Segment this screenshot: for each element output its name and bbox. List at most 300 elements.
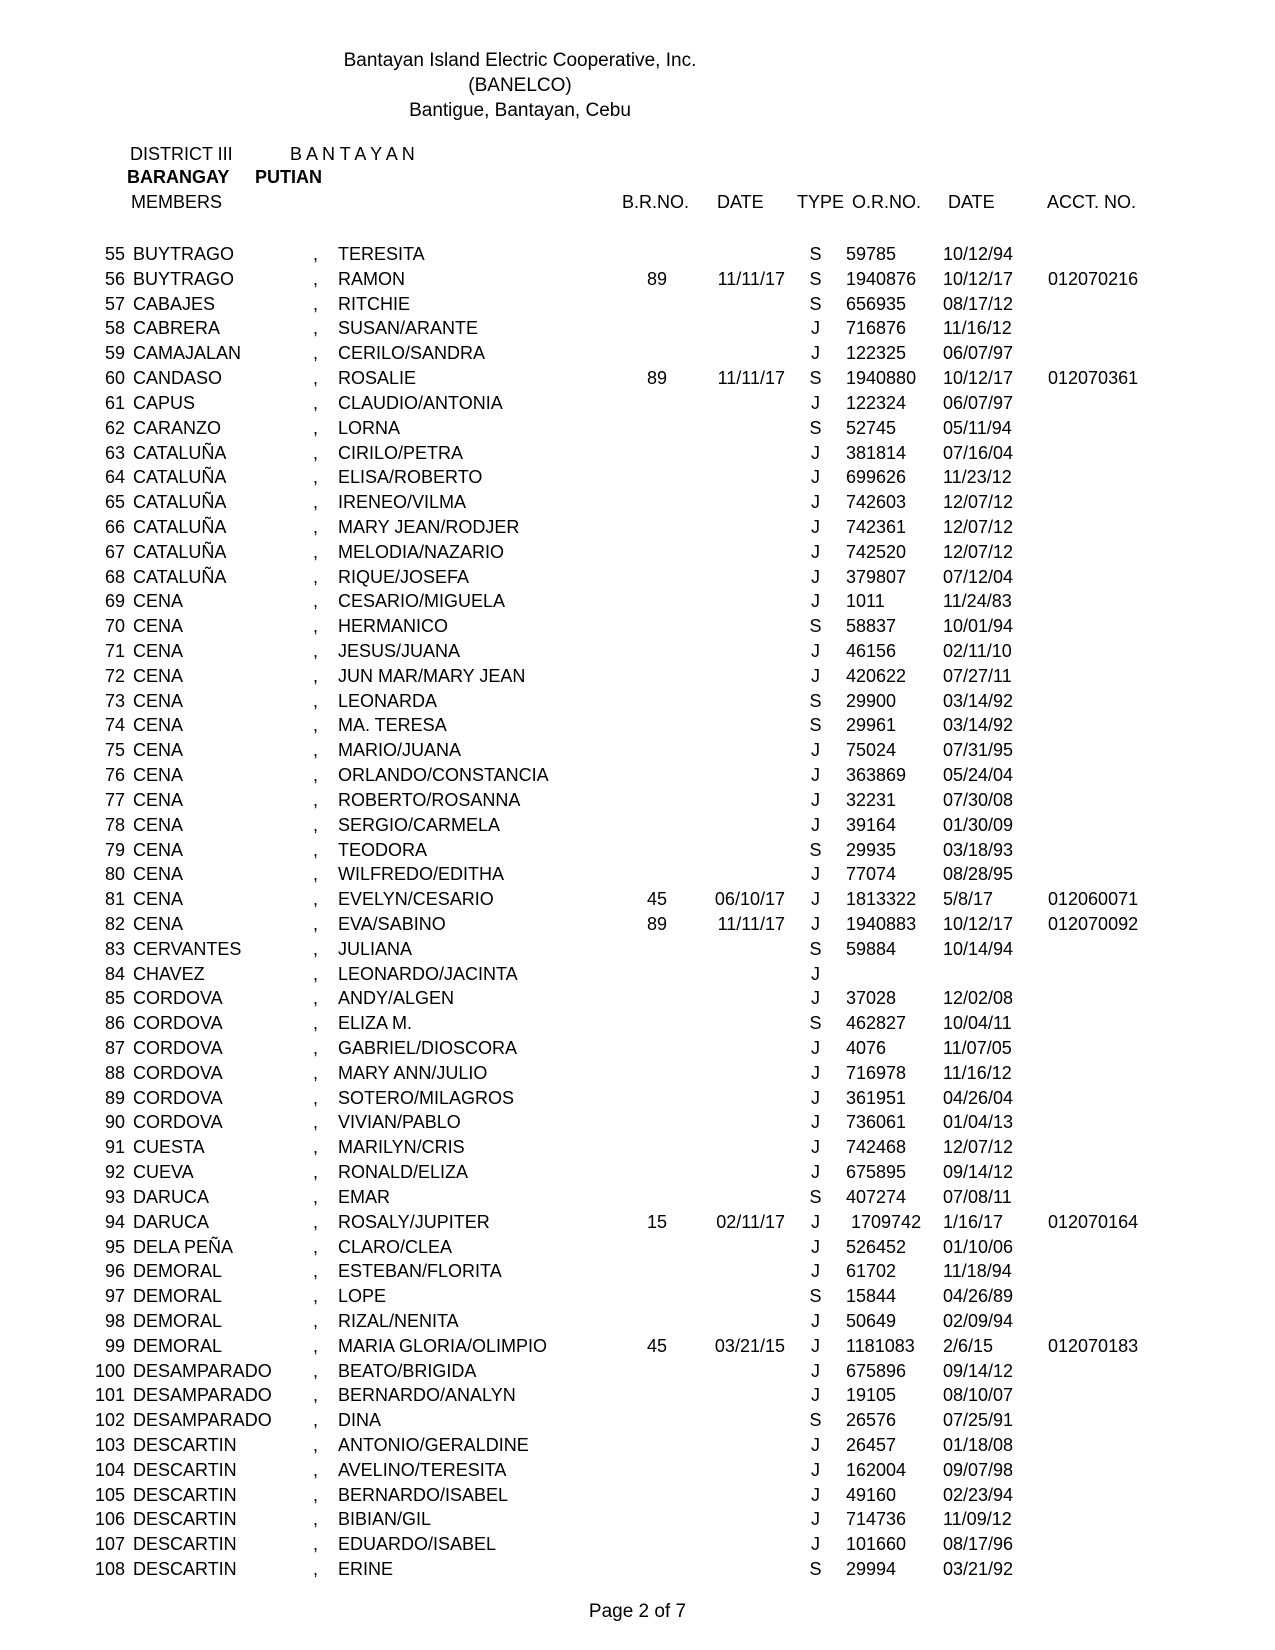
comma-separator: , bbox=[313, 913, 319, 934]
table-row bbox=[0, 516, 1198, 541]
member-number: 100 bbox=[94, 1360, 125, 1381]
table-row bbox=[0, 690, 1198, 715]
member-surname: CATALUÑA bbox=[133, 541, 227, 562]
or-number-value: 361951 bbox=[846, 1087, 907, 1108]
membership-type-value: J bbox=[811, 343, 820, 364]
or-number-value: 742603 bbox=[846, 492, 907, 513]
or-number-value: 29900 bbox=[846, 690, 897, 711]
or-date-value: 02/23/94 bbox=[943, 1484, 1014, 1505]
or-date-value: 06/07/97 bbox=[943, 343, 1014, 364]
membership-type-value: J bbox=[811, 1087, 820, 1108]
comma-separator: , bbox=[313, 244, 319, 264]
member-number: 93 bbox=[104, 1186, 125, 1207]
comma-separator: , bbox=[313, 1137, 319, 1158]
member-given-name: JESUS/JUANA bbox=[338, 641, 461, 661]
table-row bbox=[0, 1459, 1198, 1484]
or-date-value: 11/07/05 bbox=[943, 1038, 1012, 1058]
membership-type-value: J bbox=[811, 1162, 820, 1183]
or-number-value: 675895 bbox=[846, 1162, 907, 1183]
member-number: 61 bbox=[104, 392, 125, 413]
member-given-name: MELODIA/NAZARIO bbox=[338, 541, 505, 562]
membership-type-value: J bbox=[811, 789, 820, 810]
comma-separator: , bbox=[313, 1459, 319, 1480]
table-row bbox=[0, 466, 1198, 491]
or-date-value: 09/14/12 bbox=[943, 1162, 1014, 1183]
comma-separator: , bbox=[313, 268, 319, 289]
or-date-value: 10/14/94 bbox=[943, 938, 1014, 959]
table-row bbox=[0, 1533, 1198, 1558]
member-given-name: EMAR bbox=[338, 1186, 391, 1207]
membership-type-value: S bbox=[809, 1013, 822, 1034]
member-surname: CENA bbox=[133, 889, 184, 910]
member-number: 69 bbox=[104, 591, 125, 612]
member-number: 95 bbox=[104, 1236, 125, 1257]
or-date-value: 07/12/04 bbox=[943, 566, 1014, 587]
comma-separator: , bbox=[313, 740, 319, 761]
or-number-value: 1181083 bbox=[846, 1335, 915, 1356]
or-date-value: 12/07/12 bbox=[943, 492, 1014, 513]
or-date-value: 12/07/12 bbox=[943, 516, 1014, 537]
member-number: 73 bbox=[104, 690, 125, 711]
member-surname: CENA bbox=[133, 591, 184, 612]
comma-separator: , bbox=[313, 1261, 319, 1282]
or-number-value: 4076 bbox=[846, 1038, 887, 1058]
or-number-value: 1011 bbox=[846, 591, 885, 612]
member-number: 63 bbox=[104, 442, 125, 463]
membership-type-value: J bbox=[811, 1062, 820, 1083]
or-date-value: 06/07/97 bbox=[943, 392, 1014, 413]
membership-type-value: S bbox=[809, 839, 822, 860]
membership-type-value: S bbox=[809, 616, 822, 637]
table-row bbox=[0, 913, 1198, 938]
or-date-value: 08/17/96 bbox=[943, 1534, 1014, 1555]
member-given-name: LEONARDA bbox=[338, 690, 438, 711]
or-date-value: 11/16/12 bbox=[943, 1062, 1012, 1083]
member-given-name: ROSALY/JUPITER bbox=[338, 1211, 490, 1232]
member-given-name: RITCHIE bbox=[338, 293, 410, 314]
or-number-value: 379807 bbox=[846, 566, 907, 587]
or-number-value: 656935 bbox=[846, 293, 907, 314]
br-date-value: 11/11/17 bbox=[717, 913, 785, 934]
or-number-value: 1813322 bbox=[846, 889, 917, 910]
table-row bbox=[0, 1484, 1198, 1509]
or-date-value: 10/01/94 bbox=[943, 616, 1014, 637]
table-row bbox=[0, 1062, 1198, 1087]
member-surname: CARANZO bbox=[133, 417, 222, 438]
br-date-value: 02/11/17 bbox=[716, 1211, 785, 1232]
or-number-value: 26576 bbox=[846, 1410, 897, 1431]
member-number: 64 bbox=[104, 467, 125, 488]
member-number: 75 bbox=[104, 740, 125, 761]
comma-separator: , bbox=[313, 715, 319, 736]
comma-separator: , bbox=[313, 1286, 319, 1307]
member-given-name: HERMANICO bbox=[338, 616, 449, 637]
or-date-value: 03/18/93 bbox=[943, 839, 1014, 860]
member-given-name: DINA bbox=[338, 1410, 382, 1431]
table-row bbox=[0, 1285, 1198, 1310]
or-date-value: 11/24/83 bbox=[943, 591, 1012, 612]
or-date-value: 5/8/17 bbox=[943, 889, 994, 910]
or-number-value: 462827 bbox=[846, 1013, 907, 1034]
or-date-value: 05/11/94 bbox=[943, 417, 1012, 438]
table-row bbox=[0, 590, 1198, 615]
member-number: 57 bbox=[104, 293, 125, 314]
member-number: 101 bbox=[94, 1385, 125, 1406]
member-given-name: SUSAN/ARANTE bbox=[338, 318, 479, 339]
member-given-name: ORLANDO/CONSTANCIA bbox=[338, 765, 549, 786]
or-date-value: 04/26/04 bbox=[943, 1087, 1014, 1108]
or-number-value: 26457 bbox=[846, 1435, 897, 1455]
or-no-column-header: O.R.NO. bbox=[852, 192, 922, 212]
comma-separator: , bbox=[313, 1112, 319, 1133]
table-row bbox=[0, 1037, 1198, 1062]
member-number: 59 bbox=[104, 343, 125, 364]
member-given-name: JUN MAR/MARY JEAN bbox=[338, 665, 526, 686]
membership-type-value: J bbox=[811, 492, 820, 513]
comma-separator: , bbox=[313, 293, 319, 314]
or-number-value: 1709742 bbox=[846, 1211, 922, 1232]
or-number-value: 61702 bbox=[846, 1261, 897, 1282]
comma-separator: , bbox=[313, 1534, 319, 1555]
member-number: 65 bbox=[104, 492, 125, 513]
member-surname: CABRERA bbox=[133, 318, 221, 339]
member-number: 88 bbox=[104, 1062, 125, 1083]
comma-separator: , bbox=[313, 541, 319, 562]
member-number: 56 bbox=[104, 268, 125, 289]
or-date-column-header: DATE bbox=[948, 192, 995, 212]
page-number: Page 2 of 7 bbox=[588, 1601, 687, 1622]
member-surname: DELA PEÑA bbox=[133, 1236, 234, 1257]
or-number-value: 1940883 bbox=[846, 913, 917, 934]
comma-separator: , bbox=[313, 864, 319, 885]
membership-type-value: S bbox=[809, 1186, 822, 1207]
member-number: 87 bbox=[104, 1038, 125, 1058]
or-number-value: 716876 bbox=[846, 318, 907, 339]
table-row bbox=[0, 491, 1198, 516]
member-surname: BUYTRAGO bbox=[133, 268, 235, 289]
member-given-name: ELISA/ROBERTO bbox=[338, 467, 483, 488]
table-row bbox=[0, 1310, 1198, 1335]
membership-type-value: J bbox=[811, 1534, 820, 1555]
member-number: 68 bbox=[104, 566, 125, 587]
br-number-value: 45 bbox=[646, 889, 667, 910]
comma-separator: , bbox=[313, 1211, 319, 1232]
or-date-value: 01/04/13 bbox=[943, 1112, 1014, 1133]
member-given-name: MARY JEAN/RODJER bbox=[338, 516, 520, 537]
table-row bbox=[0, 789, 1198, 814]
br-number-value: 89 bbox=[646, 368, 667, 389]
comma-separator: , bbox=[313, 1484, 319, 1505]
membership-type-value: J bbox=[811, 1211, 820, 1232]
org-abbrev: (BANELCO) bbox=[468, 75, 572, 96]
membership-type-value: J bbox=[811, 1112, 820, 1133]
member-surname: CATALUÑA bbox=[133, 467, 227, 488]
table-row bbox=[0, 367, 1198, 392]
comma-separator: , bbox=[313, 1087, 319, 1108]
comma-separator: , bbox=[313, 1509, 319, 1530]
or-date-value: 12/07/12 bbox=[943, 541, 1014, 562]
membership-type-value: J bbox=[811, 740, 820, 761]
comma-separator: , bbox=[313, 1038, 319, 1058]
comma-separator: , bbox=[313, 368, 319, 389]
table-row bbox=[0, 1236, 1198, 1261]
barangay-label: BARANGAY bbox=[127, 167, 230, 187]
member-surname: CANDASO bbox=[133, 368, 223, 389]
member-surname: CHAVEZ bbox=[133, 963, 205, 984]
table-row bbox=[0, 987, 1198, 1012]
membership-type-value: J bbox=[811, 1038, 820, 1058]
or-number-value: 58837 bbox=[846, 616, 897, 637]
comma-separator: , bbox=[313, 641, 319, 661]
comma-separator: , bbox=[313, 938, 319, 959]
member-number: 66 bbox=[104, 516, 125, 537]
or-date-value: 12/02/08 bbox=[943, 988, 1014, 1009]
member-surname: DEMORAL bbox=[133, 1286, 223, 1307]
account-number-value: 012070216 bbox=[1048, 268, 1139, 289]
comma-separator: , bbox=[313, 963, 319, 984]
or-number-value: 162004 bbox=[846, 1459, 907, 1480]
or-number-value: 29961 bbox=[846, 715, 897, 736]
comma-separator: , bbox=[313, 690, 319, 711]
member-number: 77 bbox=[104, 789, 125, 810]
or-number-value: 59785 bbox=[846, 244, 897, 264]
member-given-name: VIVIAN/PABLO bbox=[338, 1112, 461, 1133]
membership-type-value: S bbox=[809, 715, 822, 736]
member-surname: DARUCA bbox=[133, 1186, 210, 1207]
table-row bbox=[0, 1558, 1198, 1583]
member-number: 99 bbox=[104, 1335, 125, 1356]
membership-type-value: J bbox=[811, 1360, 820, 1381]
or-date-value: 08/17/12 bbox=[943, 293, 1014, 314]
member-given-name: EVA/SABINO bbox=[338, 913, 446, 934]
comma-separator: , bbox=[313, 1435, 319, 1455]
or-number-value: 49160 bbox=[846, 1484, 897, 1505]
br-no-column-header: B.R.NO. bbox=[622, 192, 690, 212]
membership-type-value: J bbox=[811, 913, 820, 934]
br-date-value: 06/10/17 bbox=[714, 889, 785, 910]
member-surname: CUESTA bbox=[133, 1137, 205, 1158]
member-surname: CORDOVA bbox=[133, 1038, 223, 1058]
member-surname: DEMORAL bbox=[133, 1335, 223, 1356]
member-given-name: ANTONIO/GERALDINE bbox=[338, 1435, 529, 1455]
comma-separator: , bbox=[313, 814, 319, 835]
table-row bbox=[0, 1186, 1198, 1211]
member-surname: CORDOVA bbox=[133, 1087, 223, 1108]
table-row bbox=[0, 963, 1198, 988]
member-surname: BUYTRAGO bbox=[133, 244, 235, 264]
member-given-name: EVELYN/CESARIO bbox=[338, 889, 494, 910]
member-given-name: MARILYN/CRIS bbox=[338, 1137, 465, 1158]
membership-type-value: J bbox=[811, 864, 820, 885]
member-given-name: ERINE bbox=[338, 1559, 394, 1580]
table-row bbox=[0, 888, 1198, 913]
type-column-header: TYPE bbox=[797, 192, 845, 212]
org-header bbox=[0, 48, 1040, 123]
comma-separator: , bbox=[313, 1410, 319, 1431]
membership-type-value: J bbox=[811, 641, 820, 661]
table-row bbox=[0, 1508, 1198, 1533]
br-date-value: 03/21/15 bbox=[714, 1335, 785, 1356]
or-date-value: 04/26/89 bbox=[943, 1286, 1014, 1307]
or-number-value: 59884 bbox=[846, 938, 897, 959]
member-number: 92 bbox=[104, 1162, 125, 1183]
membership-type-value: J bbox=[811, 1261, 820, 1282]
table-row bbox=[0, 764, 1198, 789]
member-surname: DESAMPARADO bbox=[133, 1360, 272, 1381]
member-surname: CENA bbox=[133, 913, 184, 934]
or-number-value: 363869 bbox=[846, 765, 907, 786]
member-surname: CORDOVA bbox=[133, 988, 223, 1009]
member-given-name: ROSALIE bbox=[338, 368, 417, 389]
or-number-value: 52745 bbox=[846, 417, 897, 438]
member-surname: DESAMPARADO bbox=[133, 1385, 272, 1406]
table-row bbox=[0, 739, 1198, 764]
membership-type-value: S bbox=[809, 293, 822, 314]
or-date-value: 07/25/91 bbox=[943, 1410, 1014, 1431]
member-given-name: TERESITA bbox=[338, 244, 425, 264]
membership-type-value: J bbox=[811, 566, 820, 587]
member-given-name: RIQUE/JOSEFA bbox=[338, 566, 470, 587]
member-surname: DEMORAL bbox=[133, 1261, 223, 1282]
comma-separator: , bbox=[313, 516, 319, 537]
comma-separator: , bbox=[313, 417, 319, 438]
member-surname: CENA bbox=[133, 715, 184, 736]
table-row bbox=[0, 1409, 1198, 1434]
member-given-name: BEATO/BRIGIDA bbox=[338, 1360, 477, 1381]
or-number-value: 1940876 bbox=[846, 268, 917, 289]
membership-type-value: J bbox=[811, 442, 820, 463]
member-given-name: MARIA GLORIA/OLIMPIO bbox=[338, 1335, 548, 1356]
member-surname: CERVANTES bbox=[133, 938, 242, 959]
member-surname: CENA bbox=[133, 641, 184, 661]
or-number-value: 122324 bbox=[846, 392, 907, 413]
member-number: 90 bbox=[104, 1112, 125, 1133]
membership-type-value: J bbox=[811, 988, 820, 1009]
member-given-name: CLAUDIO/ANTONIA bbox=[338, 392, 503, 413]
membership-type-value: S bbox=[809, 690, 822, 711]
member-given-name: MA. TERESA bbox=[338, 715, 447, 736]
member-given-name: ROBERTO/ROSANNA bbox=[338, 789, 521, 810]
comma-separator: , bbox=[313, 467, 319, 488]
member-given-name: ANDY/ALGEN bbox=[338, 988, 455, 1009]
barangay-value: PUTIAN bbox=[255, 167, 322, 187]
membership-type-value: J bbox=[811, 1484, 820, 1505]
table-row bbox=[0, 392, 1198, 417]
table-row bbox=[0, 1260, 1198, 1285]
member-number: 71 bbox=[104, 641, 125, 661]
account-number-value: 012060071 bbox=[1048, 889, 1139, 910]
or-number-value: 75024 bbox=[846, 740, 897, 761]
comma-separator: , bbox=[313, 1162, 319, 1183]
membership-type-value: J bbox=[811, 1509, 820, 1530]
table-row bbox=[0, 442, 1198, 467]
table-row bbox=[0, 268, 1198, 293]
or-date-value: 10/12/17 bbox=[943, 913, 1014, 934]
or-number-value: 736061 bbox=[846, 1112, 907, 1133]
or-date-value: 1/16/17 bbox=[943, 1211, 1004, 1232]
br-date-value: 11/11/17 bbox=[717, 368, 785, 389]
member-number: 106 bbox=[94, 1509, 125, 1530]
or-date-value: 10/04/11 bbox=[943, 1013, 1012, 1034]
or-date-value: 03/14/92 bbox=[943, 690, 1014, 711]
member-given-name: BIBIAN/GIL bbox=[338, 1509, 432, 1530]
or-date-value: 07/27/11 bbox=[943, 665, 1012, 686]
member-given-name: BERNARDO/ISABEL bbox=[338, 1484, 509, 1505]
table-row bbox=[0, 566, 1198, 591]
member-number: 70 bbox=[104, 616, 125, 637]
member-given-name: GABRIEL/DIOSCORA bbox=[338, 1038, 518, 1058]
member-number: 107 bbox=[94, 1534, 125, 1555]
or-date-value: 11/09/12 bbox=[943, 1509, 1012, 1530]
table-row bbox=[0, 243, 1198, 268]
br-date-column-header: DATE bbox=[717, 192, 764, 212]
member-given-name: CLARO/CLEA bbox=[338, 1236, 453, 1257]
or-number-value: 101660 bbox=[846, 1534, 907, 1555]
or-date-value: 08/28/95 bbox=[943, 864, 1014, 885]
org-name: Bantayan Island Electric Cooperative, Inc. bbox=[343, 50, 697, 71]
table-row bbox=[0, 1087, 1198, 1112]
table-row bbox=[0, 1111, 1198, 1136]
member-given-name: WILFREDO/EDITHA bbox=[338, 864, 505, 885]
br-number-value: 45 bbox=[646, 1335, 667, 1356]
member-surname: CENA bbox=[133, 765, 184, 786]
member-surname: CORDOVA bbox=[133, 1062, 223, 1083]
or-date-value: 03/14/92 bbox=[943, 715, 1014, 736]
or-date-value: 10/12/17 bbox=[943, 368, 1014, 389]
member-number: 91 bbox=[104, 1137, 125, 1158]
table-row bbox=[0, 1384, 1198, 1409]
member-number: 103 bbox=[94, 1435, 125, 1455]
membership-type-value: J bbox=[811, 1435, 820, 1455]
member-surname: CATALUÑA bbox=[133, 516, 227, 537]
br-number-value: 89 bbox=[646, 268, 667, 289]
member-surname: DESCARTIN bbox=[133, 1534, 237, 1555]
table-row bbox=[0, 1136, 1198, 1161]
membership-type-value: J bbox=[811, 889, 820, 910]
member-number: 108 bbox=[94, 1559, 125, 1580]
member-number: 94 bbox=[104, 1211, 125, 1232]
member-given-name: CESARIO/MIGUELA bbox=[338, 591, 506, 612]
comma-separator: , bbox=[313, 392, 319, 413]
district-value: B A N T A Y A N bbox=[290, 144, 415, 164]
member-surname: DARUCA bbox=[133, 1211, 210, 1232]
members-table bbox=[0, 243, 1198, 1583]
or-number-value: 32231 bbox=[846, 789, 897, 810]
member-number: 96 bbox=[104, 1261, 125, 1282]
member-number: 105 bbox=[94, 1484, 125, 1505]
or-number-value: 15844 bbox=[846, 1286, 897, 1307]
member-given-name: BERNARDO/ANALYN bbox=[338, 1385, 516, 1406]
or-number-value: 37028 bbox=[846, 988, 897, 1009]
acct-no-column-header: ACCT. NO. bbox=[1047, 192, 1137, 212]
or-date-value: 09/14/12 bbox=[943, 1360, 1014, 1381]
member-given-name: CERILO/SANDRA bbox=[338, 343, 486, 364]
comma-separator: , bbox=[313, 1013, 319, 1034]
membership-type-value: J bbox=[811, 392, 820, 413]
membership-type-value: J bbox=[811, 541, 820, 562]
district-label: DISTRICT III bbox=[130, 144, 233, 164]
comma-separator: , bbox=[313, 1360, 319, 1381]
or-date-value: 02/11/10 bbox=[943, 641, 1012, 661]
or-date-value: 01/18/08 bbox=[943, 1435, 1014, 1455]
member-given-name: IRENEO/VILMA bbox=[338, 492, 467, 513]
comma-separator: , bbox=[313, 442, 319, 463]
membership-type-value: S bbox=[809, 368, 822, 389]
table-row bbox=[0, 1434, 1198, 1459]
comma-separator: , bbox=[313, 1236, 319, 1257]
membership-type-value: J bbox=[811, 1459, 820, 1480]
table-row bbox=[0, 615, 1198, 640]
